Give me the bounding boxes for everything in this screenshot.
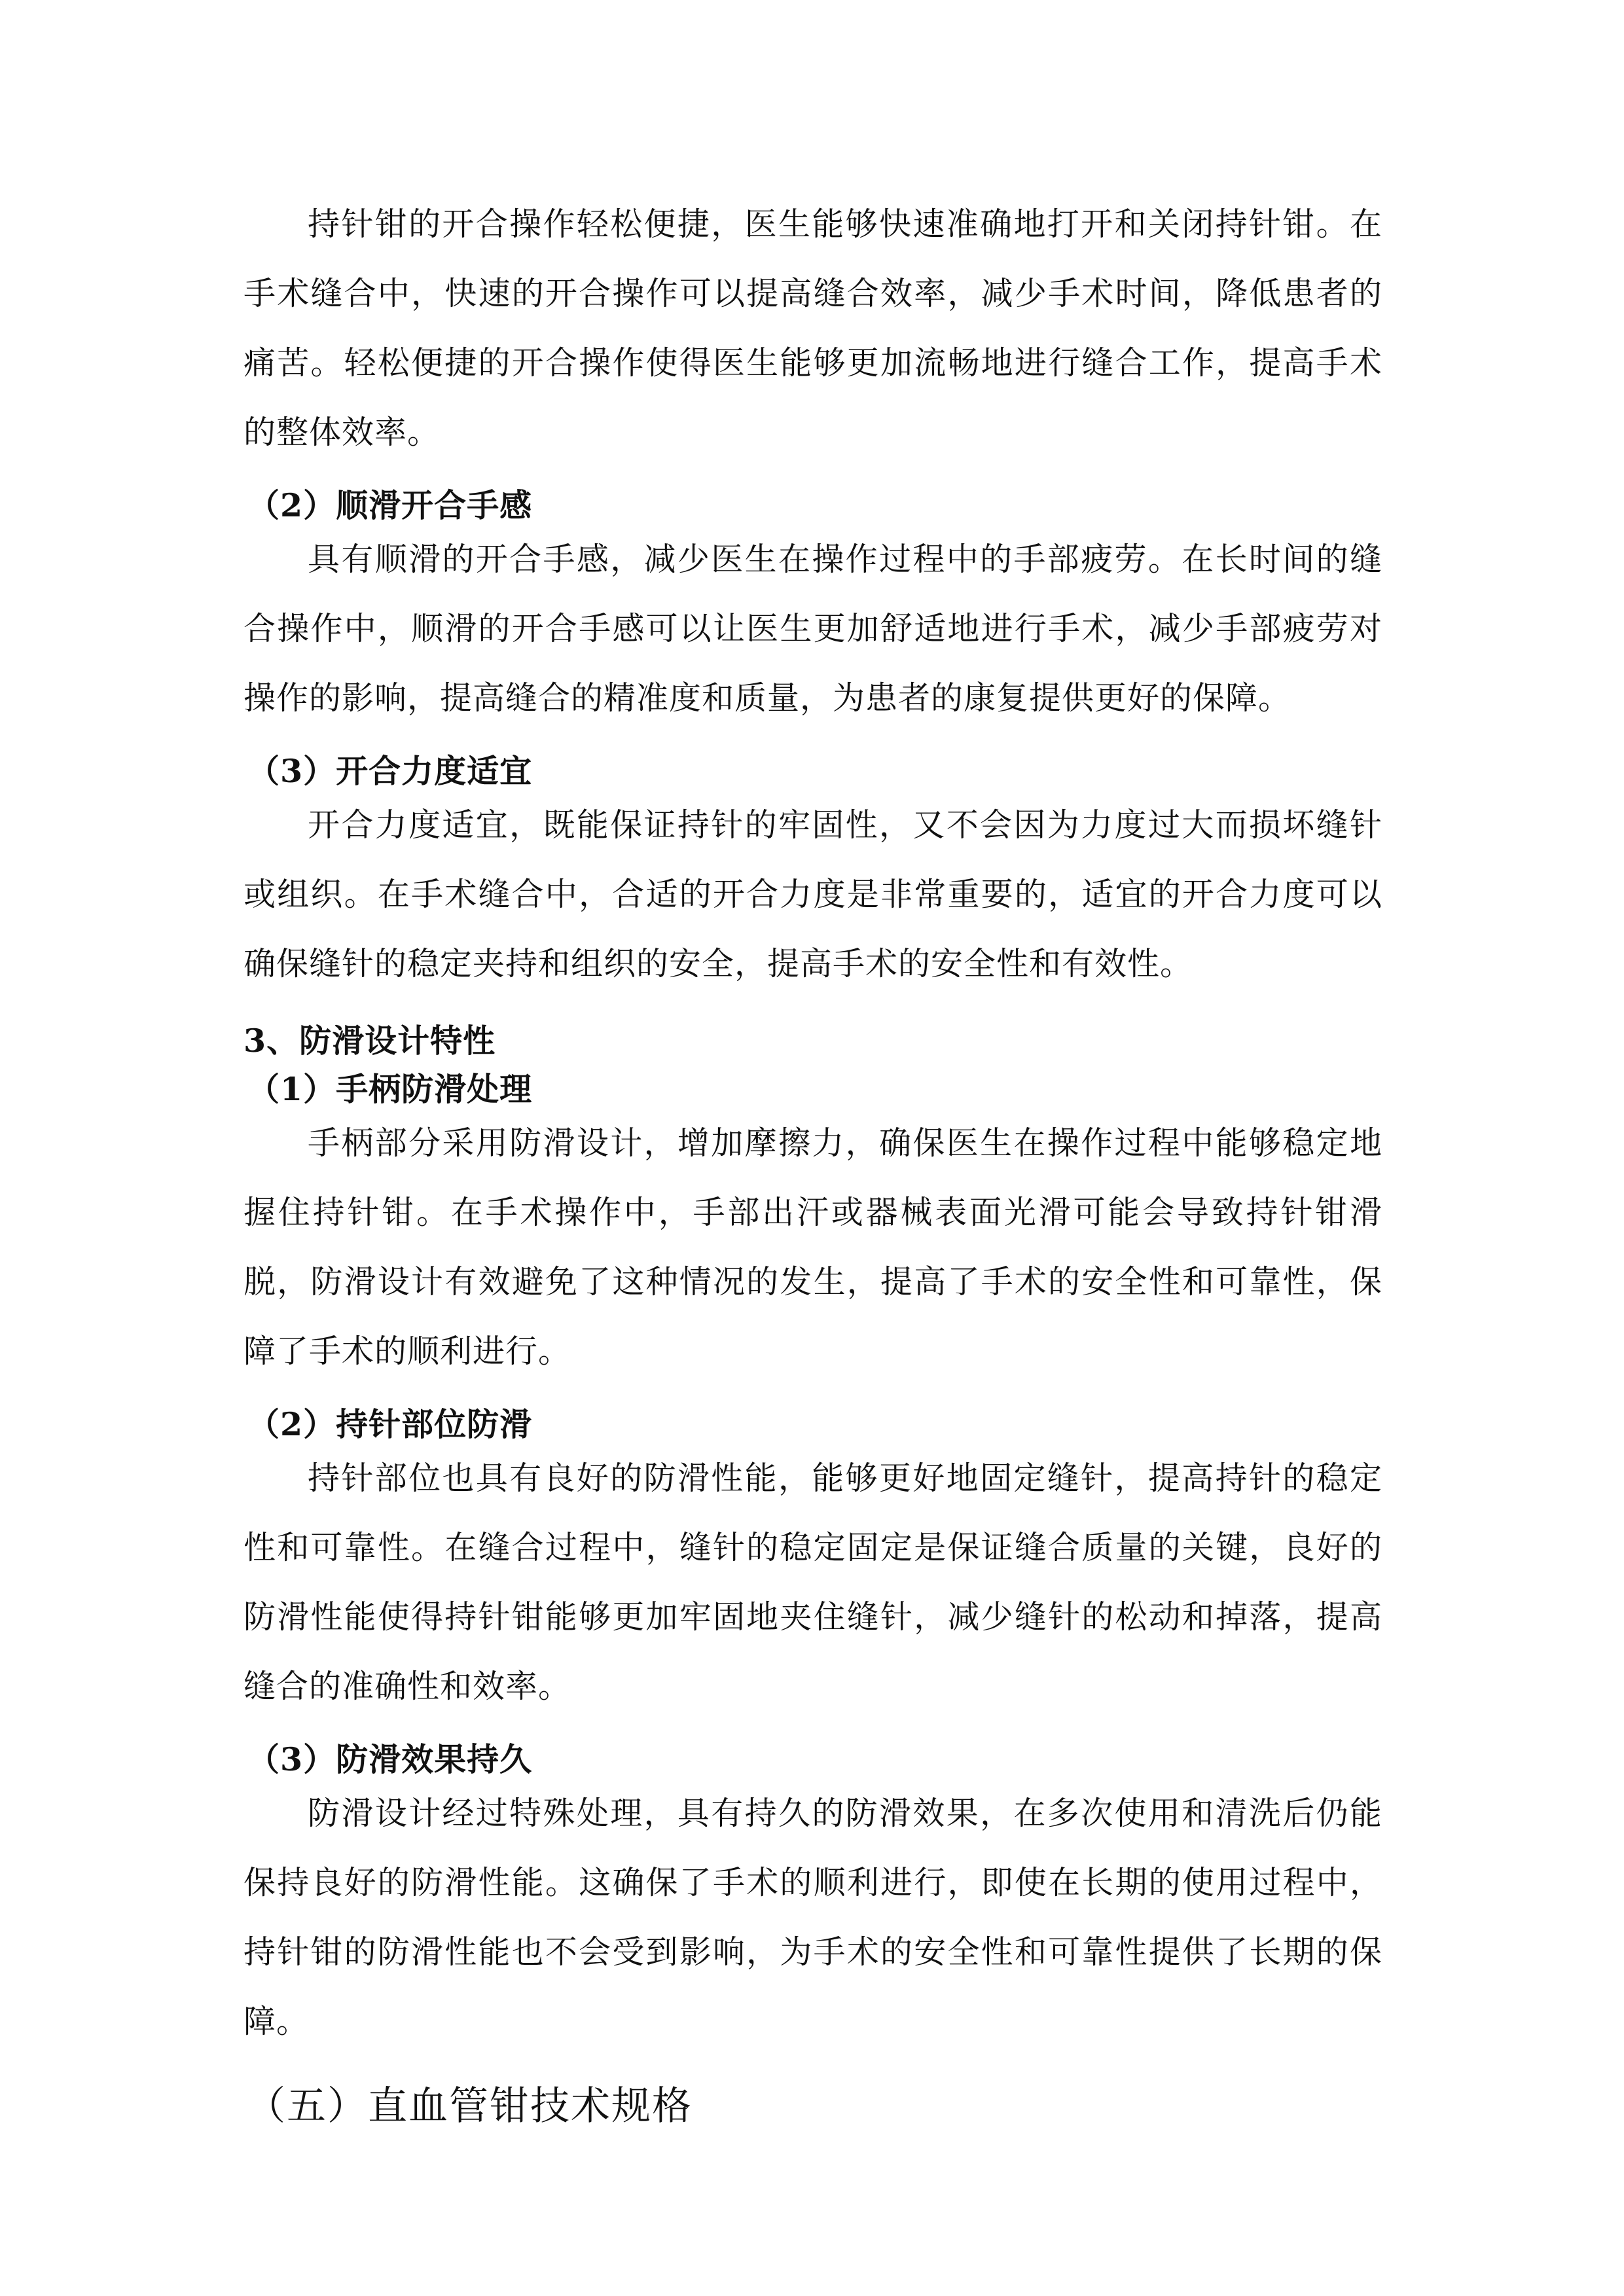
paragraph-appropriate-force: 开合力度适宜，既能保证持针的牢固性，又不会因为力度过大而损坏缝针或组织。在手术缝合中，合适的开合力度是非常重要的，适宜的开合力度可以确保缝针的稳定夹持和组织的安全，提高手术的安全性和有效性。 (244, 806, 1382, 982)
subheading-needle-anti-slip: （2）持针部位防滑 (247, 1405, 533, 1443)
subheading-appropriate-force: （3）开合力度适宜 (247, 752, 533, 790)
paragraph-needle-anti-slip: 持针部位也具有良好的防滑性能，能够更好地固定缝针，提高持针的稳定性和可靠性。在缝合过程中，缝针的稳定固定是保证缝合质量的关键，良好的防滑性能使得持针钳能够更加牢固地夹住缝针，减少缝针的松动和掉落，提高缝合的准确性和效率。 (244, 1460, 1382, 1705)
section-heading-anti-slip: 3、防滑设计特性 (244, 1022, 496, 1060)
paragraph-smooth-feel: 具有顺滑的开合手感，减少医生在操作过程中的手部疲劳。在长时间的缝合操作中，顺滑的开合手感可以让医生更加舒适地进行手术，减少手部疲劳对操作的影响，提高缝合的精准度和质量，为患者的康复提供更好的保障。 (244, 541, 1382, 717)
document-page (244, 190, 1382, 2132)
subheading-handle-anti-slip: （1）手柄防滑处理 (247, 1070, 533, 1108)
subheading-lasting-effect: （3）防滑效果持久 (247, 1740, 533, 1778)
paragraph-lasting-effect: 防滑设计经过特殊处理，具有持久的防滑效果，在多次使用和清洗后仍能保持良好的防滑性能。这确保了手术的顺利进行，即使在长期的使用过程中，持针钳的防滑性能也不会受到影响，为手术的安全性和可靠性提供了长期的保障。 (244, 1795, 1382, 2040)
subheading-smooth-feel: （2）顺滑开合手感 (247, 486, 533, 524)
paragraph-open-close-operation: 持针钳的开合操作轻松便捷，医生能够快速准确地打开和关闭持针钳。在手术缝合中，快速的开合操作可以提高缝合效率，减少手术时间，降低患者的痛苦。轻松便捷的开合操作使得医生能够更加流畅地进行缝合工作，提高手术的整体效率。 (244, 206, 1382, 451)
chapter-heading-straight-hemostat: （五）直血管钳技术规格 (246, 2083, 693, 2129)
paragraph-handle-anti-slip: 手柄部分采用防滑设计，增加摩擦力，确保医生在操作过程中能够稳定地握住持针钳。在手术操作中，手部出汗或器械表面光滑可能会导致持针钳滑脱，防滑设计有效避免了这种情况的发生，提高了手术的安全性和可靠性，保障了手术的顺利进行。 (244, 1124, 1382, 1370)
